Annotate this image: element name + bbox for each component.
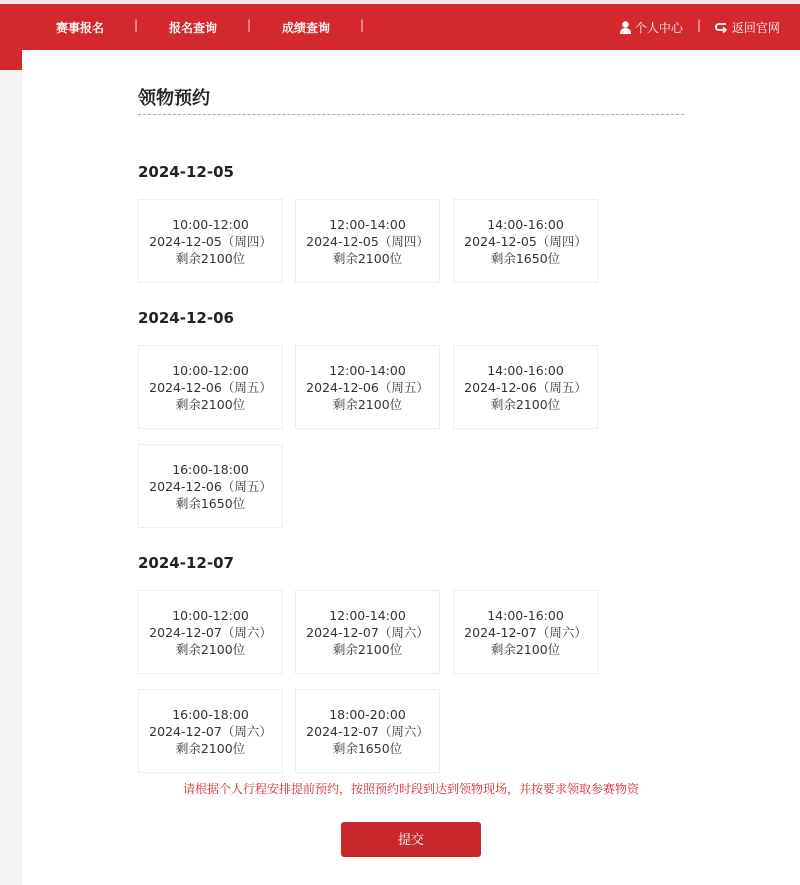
slot-remaining: 剩余2100位 xyxy=(490,642,561,657)
time-slot-option[interactable] xyxy=(295,345,440,429)
slot-remaining: 剩余2100位 xyxy=(175,251,246,266)
nav-separator: | xyxy=(697,18,702,32)
time-slot-option[interactable] xyxy=(138,689,283,773)
user-icon xyxy=(620,21,631,34)
back-label: 返回官网 xyxy=(731,21,780,35)
slot-day: 2024-12-07（周六） xyxy=(149,724,272,739)
red-accent xyxy=(0,50,22,70)
slot-time: 16:00-18:00 xyxy=(172,462,249,477)
time-slot-option[interactable] xyxy=(138,345,283,429)
nav-registration-query[interactable]: 报名查询 xyxy=(169,21,218,35)
slot-day: 2024-12-05（周四） xyxy=(464,234,587,249)
slot-day: 2024-12-06（周五） xyxy=(149,380,272,395)
nav-separator: | xyxy=(360,18,365,32)
slot-time: 12:00-14:00 xyxy=(329,363,406,378)
time-slot-option[interactable] xyxy=(295,199,440,283)
slot-time: 18:00-20:00 xyxy=(329,707,406,722)
submit-button[interactable]: 提交 xyxy=(341,822,481,857)
time-slot-option[interactable] xyxy=(295,689,440,773)
slot-time: 14:00-16:00 xyxy=(487,608,564,623)
slot-time: 10:00-12:00 xyxy=(172,217,249,232)
nav-separator: | xyxy=(134,18,139,32)
nav-personal-center[interactable] xyxy=(620,19,683,36)
time-slot-option[interactable] xyxy=(138,444,283,528)
slot-time: 14:00-16:00 xyxy=(487,217,564,232)
slot-day: 2024-12-06（周五） xyxy=(306,380,429,395)
slot-remaining: 剩余2100位 xyxy=(175,642,246,657)
date-heading: 2024-12-06 xyxy=(138,309,234,327)
slot-remaining: 剩余2100位 xyxy=(175,741,246,756)
time-slot-option[interactable] xyxy=(295,590,440,674)
page-title: 领物预约 xyxy=(138,88,210,109)
date-heading: 2024-12-05 xyxy=(138,163,234,181)
personal-center-label: 个人中心 xyxy=(634,21,683,35)
slot-remaining: 剩余2100位 xyxy=(490,397,561,412)
slot-day: 2024-12-05（周四） xyxy=(306,234,429,249)
slot-remaining: 剩余1650位 xyxy=(332,741,403,756)
nav-register[interactable]: 赛事报名 xyxy=(56,21,105,35)
slot-day: 2024-12-07（周六） xyxy=(306,724,429,739)
nav-results-query[interactable]: 成绩查询 xyxy=(282,21,331,35)
slot-remaining: 剩余2100位 xyxy=(175,397,246,412)
time-slot-option[interactable] xyxy=(453,590,598,674)
title-divider xyxy=(138,114,684,115)
slot-time: 14:00-16:00 xyxy=(487,363,564,378)
slot-day: 2024-12-05（周四） xyxy=(149,234,272,249)
slot-time: 12:00-14:00 xyxy=(329,608,406,623)
slot-remaining: 剩余2100位 xyxy=(332,642,403,657)
nav-back-to-site[interactable] xyxy=(715,19,780,36)
date-heading: 2024-12-07 xyxy=(138,554,234,572)
slot-time: 16:00-18:00 xyxy=(172,707,249,722)
slot-time: 12:00-14:00 xyxy=(329,217,406,232)
top-nav xyxy=(0,4,800,50)
slot-remaining: 剩余2100位 xyxy=(332,251,403,266)
slot-remaining: 剩余2100位 xyxy=(332,397,403,412)
return-icon xyxy=(715,22,728,34)
slot-day: 2024-12-07（周六） xyxy=(149,625,272,640)
time-slot-option[interactable] xyxy=(138,199,283,283)
slot-remaining: 剩余1650位 xyxy=(175,496,246,511)
slot-day: 2024-12-06（周五） xyxy=(464,380,587,395)
time-slot-option[interactable] xyxy=(453,345,598,429)
nav-separator: | xyxy=(247,18,252,32)
time-slot-option[interactable] xyxy=(138,590,283,674)
time-slot-option[interactable] xyxy=(453,199,598,283)
slot-day: 2024-12-07（周六） xyxy=(464,625,587,640)
slot-time: 10:00-12:00 xyxy=(172,363,249,378)
slot-day: 2024-12-07（周六） xyxy=(306,625,429,640)
notice-text: 请根据个人行程安排提前预约，按照预约时段到达到领物现场，并按要求领取参赛物资 xyxy=(182,782,639,796)
slot-day: 2024-12-06（周五） xyxy=(149,479,272,494)
slot-remaining: 剩余1650位 xyxy=(490,251,561,266)
slot-time: 10:00-12:00 xyxy=(172,608,249,623)
